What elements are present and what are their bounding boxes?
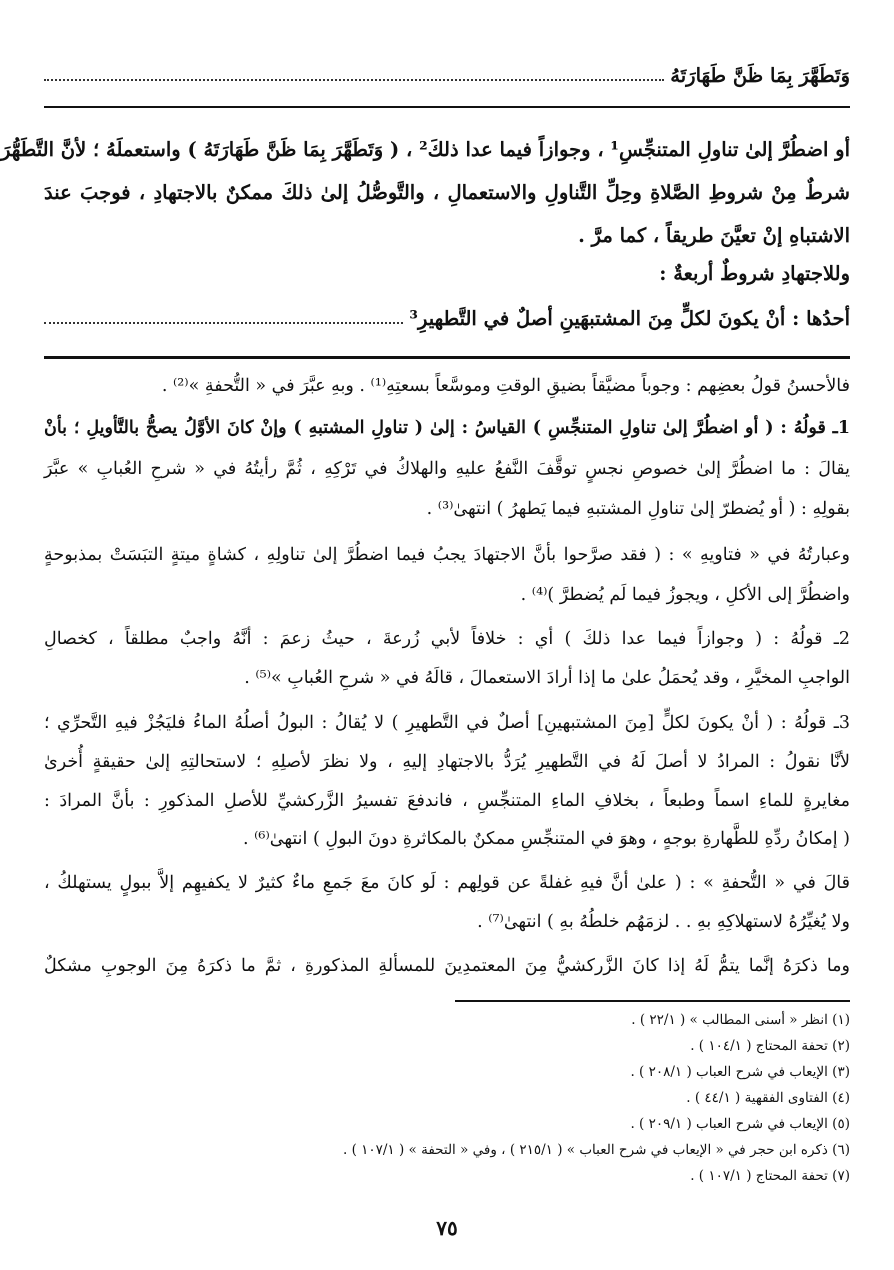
footnote-4: (٤) الفتاوى الفقهية ( ٤٤/١ ) . (686, 1090, 850, 1106)
sharh-line-5: وعبارتُهُ في « فتاويهِ » : ( فقد صرَّحوا بأنَّ الاجتهادَ يجبُ فيما اضطُرَّ إلىٰ تناولِهِ ، كشاةٍ ميتةٍ التبَسَتْ بمذبوحةٍ (44, 545, 850, 565)
footnote-5: (٥) الإيعاب في شرح العباب ( ٢٠٩/١ ) . (630, 1116, 850, 1132)
header-rule (44, 106, 850, 108)
matn-line-1: أو اضطُرَّ إلىٰ تناولِ المتنجِّسِ¹ ، وجوازاً فيما عدا ذلكَ² ، ( وَتَطَهَّرَ بِمَا ظَنَّ طَهَارَتَهُ ) واستعملَهُ ؛ لأنَّ التَّطَهُّرَ (1, 138, 850, 161)
sharh-line-12: ( إمكانُ ردِّهِ للطَّهارةِ بوجهٍ ، وهوَ في المتنجِّسِ ممكنٌ بالمكاثرةِ دونَ البولِ ) انتهىٰ⁽⁶⁾ . (242, 829, 850, 849)
footnote-3: (٣) الإيعاب في شرح العباب ( ٢٠٨/١ ) . (630, 1064, 850, 1080)
matn-line-2: شرطٌ مِنْ شروطِ الصَّلاةِ وحِلِّ التَّناولِ والاستعمالِ ، والتَّوصُّلُ إلىٰ ذلكَ ممكنٌ بالاجتهادِ ، فوجبَ عندَ (44, 181, 850, 204)
footnote-6: (٦) ذكره ابن حجر في « الإيعاب في شرح العباب » ( ٢١٥/١ ) ، وفي « التحفة » ( ١٠٧/١ ) . (342, 1142, 850, 1158)
matn-sharh-separator (44, 356, 850, 359)
sharh-line-4: بقولِهِ : ( أو يُضطرّ إلىٰ تناولِ المشتبهِ فيما يَطهرُ ) انتهىٰ⁽³⁾ . (426, 499, 850, 519)
header-text: وَتَطَهَّرَ بِمَا ظَنَّ طَهَارَتَهُ (670, 63, 850, 87)
sharh-line-1: فالأحسنُ قولُ بعضِهم : وجوباً مضيَّقاً بضيقِ الوقتِ وموسَّعاً بسعتِهِ⁽¹⁾ . وبهِ عبَّرَ في « التُّحفةِ »⁽²⁾ . (161, 376, 850, 396)
sharh-line-7: 2ـ قولُهُ : ( وجوازاً فيما عدا ذلكَ ) أي : خلافاً لأبي زُرعةَ ، حيثُ زعمَ : أنَّهُ واجبٌ مطلقاً ، كخصالِ (44, 629, 850, 649)
matn-line-4: وللاجتهادِ شروطٌ أربعةٌ : (659, 262, 850, 285)
header-line (44, 58, 850, 92)
footnote-1: (١) انظر « أسنى المطالب » ( ٢٢/١ ) . (631, 1012, 850, 1028)
header-dots (44, 69, 664, 81)
sharh-line-15: وما ذكرَهُ إنَّما يتمُّ لَهُ إذا كانَ الزَّركشيُّ مِنَ المعتمدِينَ للمسألةِ المذكورةِ ، ثمَّ ما ذكرَهُ مِنَ الوجوبِ مشكلٌ (44, 956, 850, 976)
sharh-line-6: واضطُرَّ إلى الأكلِ ، ويجوزُ فيما لَم يُضطرَّ )⁽⁴⁾ . (520, 585, 850, 605)
matn-line-5-dots (44, 312, 403, 324)
sharh-line-11: مغايرةٍ للماءِ اسماً وطبعاً ، بخلافِ الماءِ المتنجِّسِ ، فاندفعَ تفسيرُ الزَّركشيِّ للأصلِ المذكورِ : بأنَّ المرادَ : (44, 791, 850, 811)
footnote-rule (455, 1000, 850, 1002)
sharh-line-10: لأنَّا نقولُ : المرادُ لا أصلَ لَهُ في التَّطهيرِ يُرَدُّ بالاجتهادِ إليهِ ، ولا نظرَ لأصلِهِ ؛ لاستحالتِهِ إلىٰ حقيقةٍ أُخرىٰ (44, 752, 850, 772)
sharh-line-13: قالَ في « التُّحفةِ » : ( علىٰ أنَّ فيهِ غفلةً عن قولِهم : لَو كانَ معَ جَمعِ ماءٌ كثيرٌ لا يكفيهِم إلاَّ ببولٍ يستهلكُ ، (44, 873, 850, 893)
matn-line-5-text: أحدُها : أنْ يكونَ لكلٍّ مِنَ المشتبهَينِ أصلٌ في التَّطهيرِ³ (409, 306, 850, 330)
sharh-line-3: يقالَ : ما اضطُرَّ إلىٰ خصوصِ نجسٍ توقَّفَ النَّفعُ عليهِ والهلاكُ في تَرْكِهِ ، ثُمَّ رأيتُهُ في « شرحِ العُبابِ » عبَّرَ (44, 459, 850, 479)
footnote-7: (٧) تحفة المحتاج ( ١٠٧/١ ) . (690, 1168, 850, 1184)
sharh-line-2: 1ـ قولُهُ : ( أو اضطُرَّ إلىٰ تناولِ المتنجِّسِ ) القياسُ : إلىٰ ( تناولِ المشتبهِ ) وإنْ كانَ الأوَّلُ يصحُّ بالتَّأويلِ ؛ بأنْ (44, 418, 850, 438)
page-number: ٧٥ (436, 1216, 458, 1240)
sharh-line-14: ولا يُغيِّرُهُ لاستهلاكِهِ بهِ . . لزمَهُم خلطُهُ بهِ ) انتهىٰ⁽⁷⁾ . (477, 912, 850, 932)
sharh-line-9: 3ـ قولُهُ : ( أنْ يكونَ لكلٍّ [مِنَ المشتبهينِ] أصلٌ في التَّطهيرِ ) لا يُقالُ : البولُ أصلُهُ الماءُ فليَجُزْ فيهِ التَّحرِّي ؛ (44, 713, 850, 733)
matn-line-5 (44, 300, 850, 336)
sharh-line-8: الواجبِ المخيَّرِ ، وقد يُحمَلُ علىٰ ما إذا أرادَ الاستعمالَ ، قالَهُ في « شرحِ العُبابِ »⁽⁵⁾ . (244, 668, 850, 688)
matn-line-3: الاشتباهِ إنْ تعيَّنَ طريقاً ، كما مرَّ . (578, 224, 850, 247)
footnote-2: (٢) تحفة المحتاج ( ١٠٤/١ ) . (690, 1038, 850, 1054)
